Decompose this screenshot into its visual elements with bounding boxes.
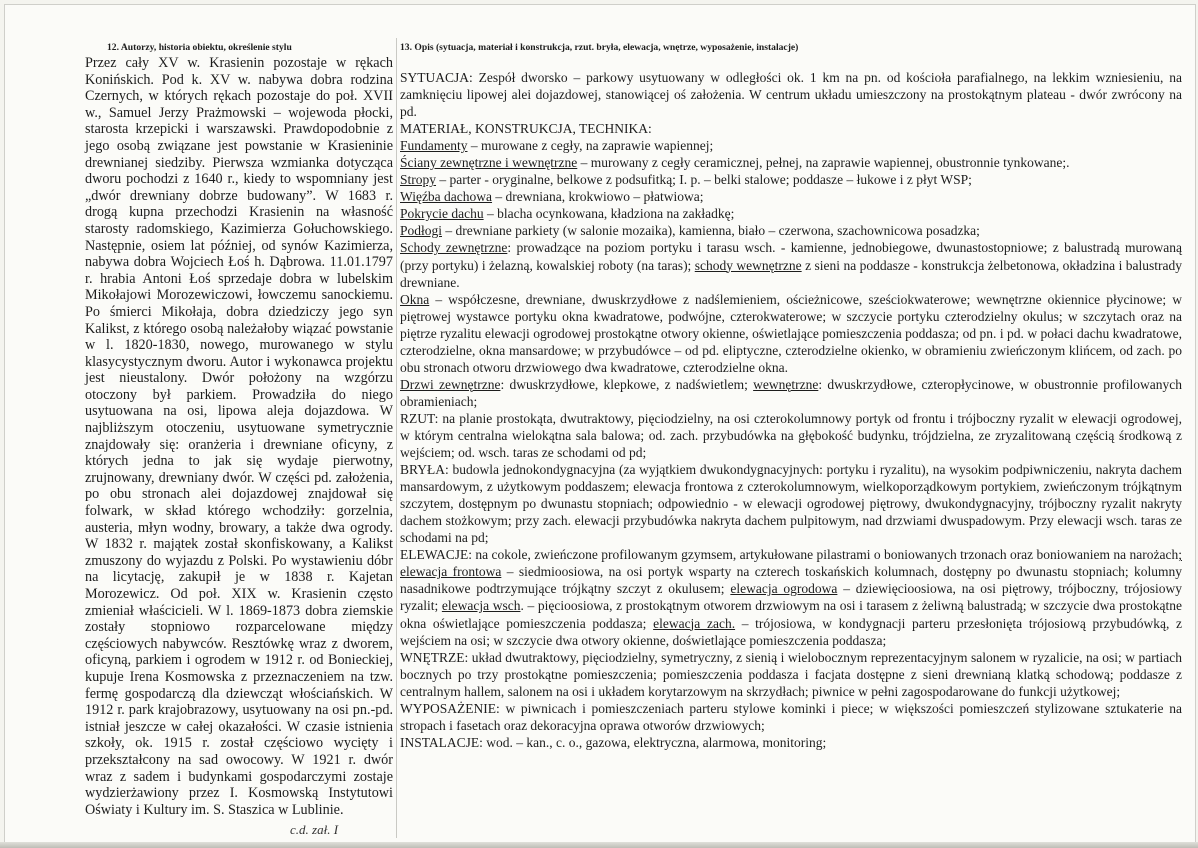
- description-paragraph: [400, 410, 1182, 461]
- description-paragraph: [400, 700, 1182, 734]
- continued-note: c.d. zał. I: [290, 822, 339, 837]
- underlined-label: Ściany zewnętrzne i wewnętrzne: [400, 155, 578, 171]
- paragraph-text: – drewniane parkiety (w salonie mozaika), kamienna, biało – czerwona, szachownicowa posadzka;: [442, 223, 980, 239]
- scan-edge: [0, 842, 1198, 848]
- section-13-heading: 13. Opis (sytuacja, materiał i konstrukcja, rzut. bryła, elewacja, wnętrze, wyposażenie, instalacje): [400, 42, 799, 53]
- description-paragraph: [400, 222, 1182, 239]
- description-paragraph: [400, 137, 1182, 154]
- description-paragraph: [400, 291, 1182, 376]
- paragraph-text: – drewniana, krokwiowo – płatwiowa;: [492, 189, 704, 205]
- paragraph-text: SYTUACJA: Zespół dworsko – parkowy usytuowany w odległości ok. 1 km na pn. od kościoła parafialnego, na lekkim wzniesieniu, na zamknięciu lipowej alei dojazdowej, stanowiącej oś założenia. W centrum układu umieszczony na prostokątnym plateau - dwór zwrócony na pd.: [400, 70, 1182, 120]
- paragraph-text: WNĘTRZE: układ dwutraktowy, pięciodzielny, symetryczny, z sienią i wielobocznym reprezentacyjnym salonem w ryzalicie, na osi; w partiach bocznych po trzy prostokątne pomieszczenia; pomieszczenia poddasza i facjata dostępne z sieni drewnianą klatką schodową; poddasze z centralnym hallem, salonem na osi i układem korytarzowym na skrzydłach; piwnice w pełni zagospodarowane do funkcji użytkowej;: [400, 649, 1182, 699]
- paragraph-text: z sieni na poddasze - konstrukcja żelbetonowa, okładzina i balustrady drewniane.: [400, 257, 1183, 290]
- paragraph-text: – blacha ocynkowana, kładziona na zakładkę;: [483, 206, 735, 222]
- underlined-label: Podłogi: [400, 223, 443, 239]
- underlined-label: Więźba dachowa: [400, 189, 493, 205]
- description-paragraph: [400, 461, 1182, 546]
- history-text: Przez cały XV w. Krasienin pozostaje w rękach Konińskich. Pod k. XV w. nabywa dobra rodzina Czernych, w których rękach pozostaje do poł. XVII w., Samuel Jerzy Prażmowski – wojewoda płocki, starosta krzepicki i warszawski. Prawdopodobnie z jego osobą związane jest powstanie w Krasieninie drewnianej siedziby. Pierwsza wzmianka dotycząca dworu pochodzi z 1640 r., kiedy to wspomniany jest „dwór drewniany dobrze budowany”. W 1683 r. drogą kupna przechodzi Krasienin na własność starosty radomskiego, Kazimierza Gołuchowskiego. Następnie, osiem lat później, od synów Kazimierza, nabywa dobra Wojciech Łoś h. Dąbrowa. 11.01.1797 r. hrabia Antoni Łoś sprzedaje dobra w lubelskim Mikołajowi Morozewiczowi, łowczemu sanockiemu. Po śmierci Mikołaja, dobra dziedziczy jego syn Kalikst, z którego osobą należałoby wiązać powstanie w l. 1820-1830, nowego, murowanego w stylu klasycystycznym dworu. Autor i wykonawca projektu jest nieustalony. Dwór położony na wzgórzu otoczony był parkiem. Prowadziła do niego usytuowana na osi, lipowa aleja dojazdowa. W najbliższym otoczeniu, usytuowane symetrycznie znajdowały się: oranżeria i drewniane oficyny, z których jedna to jak się wydaje pierwotny, zrujnowany, drewniany dwór. W części pd. założenia, po obu stronach alei dojazdowej znajdował się folwark, w skład którego wchodziły: gorzelnia, austeria, młyn wodny, browary, a także dwa ogrody. W 1832 r. majątek został skonfiskowany, a Kalikst zmuszony do wyjazdu z Polski. Po wystawieniu dóbr na licytację, zakupił je w 1838 r. Kajetan Morozewicz. Od poł. XIX w. Krasienin często zmieniał właścicieli. W l. 1869-1873 dobra ziemskie zostały stopniowo rozparcelowane między częściowych nabywców. Resztówkę wraz z dworem, oficyną, parkiem i ogrodem w 1912 r. od Bonieckiej, kupuje Irena Kosmowska z przeznaczeniem na tzw. fermę gospodarczą dla dziewcząt włościańskich. W 1912 r. park krajobrazowy, usytuowany na osi pn.-pd. istniał jeszcze w całej okazałości. W czasie istnienia szkoły, ok. 1915 r. został częściowo wycięty i przekształcony na sad owocowy. W 1921 r. dwór wraz z sadem i budynkami gospodarczymi zostaje wydzierżawiony przez I. Kosmowską Instytutowi Oświaty i Kultury im. S. Staszica w Lublinie.: [85, 55, 393, 818]
- description-paragraph: [400, 154, 1182, 171]
- description-paragraph: [400, 649, 1182, 700]
- paragraph-text: : dwuskrzydłowe, klepkowe, z nadświetlem;: [500, 376, 754, 392]
- paragraph-text: . – pięcioosiowa, z prostokątnym otworem drzwiowym na osi i tarasem z żeliwną balustradą; w szczycie dwa prostokątne okna oświetlające pomieszczenia poddasza;: [400, 598, 1182, 631]
- section-12-heading: 12. Autorzy, historia obiektu, określenie stylu: [107, 42, 292, 53]
- paragraph-text: – murowany z cegły ceramicznej, pełnej, na zaprawie wapiennej, obustronnie tynkowane;.: [577, 155, 1070, 171]
- paragraph-text: : dwuskrzydłowe, czteropłycinowe, w obustronnie profilowanych obramieniach;: [400, 376, 1182, 409]
- paragraph-text: MATERIAŁ, KONSTRUKCJA, TECHNIKA:: [400, 121, 652, 137]
- paragraph-text: ELEWACJE: na cokole, zwieńczone profilowanym gzymsem, artykułowane pilastrami o boniowanych trzonach oraz boniowaniem na narożach: [400, 547, 1179, 563]
- description-paragraph: [400, 734, 1182, 751]
- underlined-label: Drzwi zewnętrzne: [400, 376, 501, 392]
- underlined-label: elewacja zach.: [653, 615, 736, 631]
- column-divider: [396, 38, 397, 838]
- paragraph-text: WYPOSAŻENIE: w piwnicach i pomieszczeniach parteru stylowe kominki i piece; w większości pomieszczeń stylizowane sztukaterie na stropach i fasetach oraz dekoracyjna oprawa otworów drzwiowych;: [400, 700, 1182, 733]
- underlined-label: schody wewnętrzne: [694, 257, 802, 273]
- underlined-label: Pokrycie dachu: [400, 206, 484, 222]
- underlined-label: elewacja ogrodowa: [730, 581, 838, 597]
- paragraph-text: : prowadzące na poziom portyku i tarasu wsch. - kamienne, jednobiegowe, dwunastostopniowe; z balustradą murowaną (przy portyku) i żelazną, kowalskiej roboty (na taras);: [400, 240, 1182, 273]
- paragraph-text: RZUT: na planie prostokąta, dwutraktowy, pięciodzielny, na osi czterokolumnowy portyk od frontu i trójboczny ryzalit w elewacji ogrodowej, w którym centralna wielokątna sala balowa; od. zach. przybudówka na głębokość budynku, trójdzielna, ze zryzalitowaną częścią środkową z wejściem; od. wsch. taras ze schodami od pd;: [400, 410, 1182, 461]
- paragraph-text: – trójosiowa, w kondygnacji parteru przesłonięta trójosiową przybudówką, z wejściem na osi; w szczycie dwa otwory okienne, doświetlające pomieszczenia poddasza;: [400, 615, 1183, 648]
- underlined-label: Fundamenty: [400, 138, 468, 154]
- description-paragraph: [400, 546, 1182, 648]
- underlined-label: ; elewacja frontowa: [400, 547, 1182, 580]
- description-paragraph: [400, 69, 1182, 120]
- description-paragraph: [400, 376, 1182, 410]
- underlined-label: Okna: [400, 291, 430, 307]
- paragraph-text: – parter - oryginalne, belkowe z podsufitką; I. p. – belki stalowe; poddasze – łukowe i z płyt WSP;: [436, 172, 972, 188]
- section-13-description: [400, 41, 1182, 751]
- paragraph-text: – murowane z cegły, na zaprawie wapiennej;: [467, 138, 714, 154]
- underlined-label: Schody zewnętrzne: [400, 240, 508, 256]
- section-12-history: [85, 41, 393, 818]
- paragraph-text: INSTALACJE: wod. – kan., c. o., gazowa, elektryczna, alarmowa, monitoring;: [400, 734, 827, 750]
- underlined-label: wewnętrzne: [753, 376, 819, 392]
- underlined-label: Stropy: [400, 172, 437, 188]
- description-paragraph: [400, 188, 1182, 205]
- description-body: [400, 69, 1182, 751]
- description-paragraph: [400, 120, 1182, 137]
- description-paragraph: [400, 171, 1182, 188]
- paragraph-text: – współczesne, drewniane, dwuskrzydłowe z nadślemieniem, ościeżnicowe, sześciokwaterowe; wewnętrzne okiennice płycinowe; w piętrowej wystawce portyku okna kwadratowe, podwójne, czterokwaterowe; w szczycie portyku czterodzielny okulus; w szczytach oraz na piętrze ryzalitu elewacji ogrodowej prostokątne otwory okienne, oświetlające pomieszczenia poddasza; od pn. i pd. w połaci dachu kwadratowe, czterodzielne, okna mansardowe; w przybudówce – od pd. eliptyczne, czterodzielne okienko, w obramieniu zwieńczonym klińcem, od zach. po obu stronach otworu drzwiowego dwa kwadratowe, czterodzielne okna.: [400, 291, 1182, 375]
- underlined-label: elewacja wsch: [441, 598, 521, 614]
- description-paragraph: [400, 239, 1182, 290]
- description-paragraph: [400, 205, 1182, 222]
- paragraph-text: – dziewięcioosiowa, na osi piętrowy, trójboczny, trójosiowy ryzalit;: [400, 581, 1182, 614]
- paragraph-text: BRYŁA: budowla jednokondygnacyjna (za wyjątkiem dwukondygnacyjnych: portyku i ryzalitu), na wysokim podpiwniczeniu, nakryta dachem mansardowym, z użytkowym poddaszem; elewacja frontowa z czterokolumnowym, wielkoporządkowym portykiem, zwieńczonym trójkątnym szczytem, dostępnym po dwunastu stopniach; odpowiednio - w elewacji ogrodowej piętrowy, dwukondygnacyjny, trójboczny ryzalit nakryty dachem stożkowym; przy zach. elewacji przybudówka nakryta dachem pulpitowym, nad drzwiami dwuspadowym. Przy elewacji wsch. taras ze schodami na pd;: [400, 462, 1182, 546]
- paragraph-text: – siedmioosiowa, na osi portyk wsparty na czterech toskańskich kolumnach, dostępny po dwunastu stopniach; kolumny nasadnikowe podtrzymujące trójkątny szczyt z okulusem;: [400, 564, 1183, 597]
